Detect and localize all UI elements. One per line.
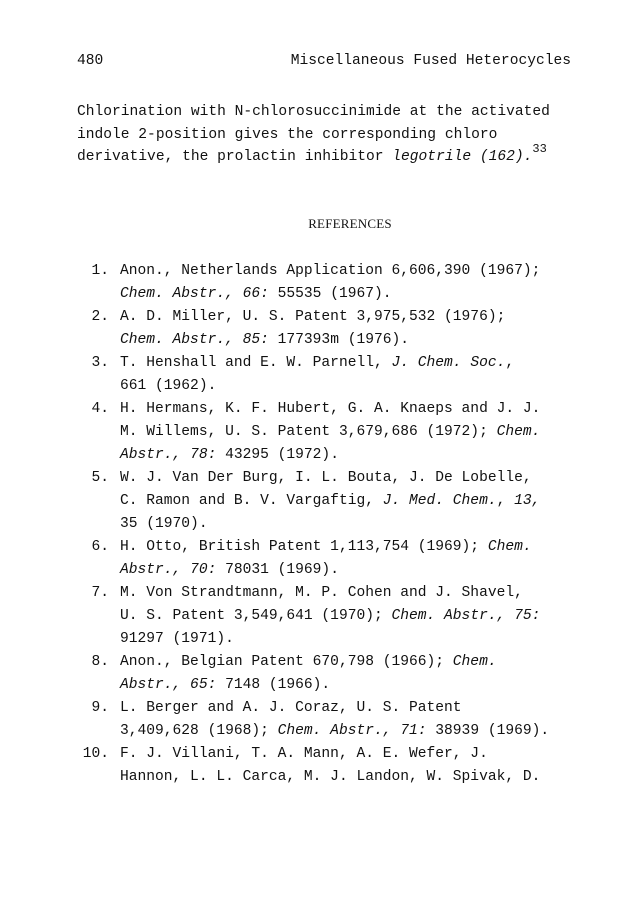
reference-entry [0, 260, 636, 306]
running-head: Miscellaneous Fused Heterocycles [290, 53, 571, 69]
citation-source: Abstr., 70: [120, 562, 217, 578]
reference-number: 10. [82, 746, 109, 762]
reference-entry [0, 398, 636, 467]
reference-text [120, 697, 462, 720]
reference-text [120, 283, 392, 306]
reference-text [120, 536, 532, 559]
references-list [0, 260, 636, 789]
citation-source: 13, [514, 493, 541, 509]
citation-text: F. J. Villani, T. A. Mann, A. E. Wefer, J. [120, 746, 488, 762]
reference-line [0, 605, 636, 628]
citation-source: J. Chem. Soc. [391, 355, 506, 371]
citation-text: L. Berger and A. J. Coraz, U. S. Patent [120, 700, 462, 716]
reference-entry [0, 306, 636, 352]
reference-line [0, 398, 636, 421]
reference-line [0, 490, 636, 513]
reference-line [0, 329, 636, 352]
reference-entry [0, 582, 636, 651]
reference-text [120, 628, 234, 651]
reference-number: 9. [91, 700, 109, 716]
citation-source: Abstr., 65: [120, 677, 217, 693]
reference-line [0, 582, 636, 605]
reference-text [120, 306, 505, 329]
reference-line [0, 352, 636, 375]
citation-source: J. Med. Chem. [382, 493, 497, 509]
citation-text: 43295 (1972). [216, 447, 339, 463]
reference-entry [0, 467, 636, 536]
citation-source: Chem. Abstr., 75: [391, 608, 541, 624]
citation-text: , [505, 355, 515, 371]
citation-text: M. Von Strandtmann, M. P. Cohen and J. Shavel, [120, 585, 523, 601]
citation-text: 35 (1970). [120, 516, 208, 532]
reference-number: 5. [91, 470, 109, 486]
citation-text: 3,409,628 (1968); [120, 723, 278, 739]
compound-name: legotrile (162). [392, 149, 533, 165]
reference-entry [0, 352, 636, 398]
reference-text [120, 651, 497, 674]
reference-text [120, 605, 540, 628]
reference-line [0, 260, 636, 283]
paragraph-text: derivative, the prolactin inhibitor [77, 149, 393, 165]
citation-text: H. Hermans, K. F. Hubert, G. A. Knaeps and J. J. [120, 401, 541, 417]
citation-text: 38939 (1969). [426, 723, 550, 739]
citation-source: Abstr., 78: [120, 447, 217, 463]
citation-text: , [496, 493, 515, 509]
reference-line [0, 283, 636, 306]
citation-text: T. Henshall and E. W. Parnell, [120, 355, 392, 371]
reference-text [120, 582, 523, 605]
reference-text [120, 421, 540, 444]
reference-text [120, 674, 330, 697]
reference-text [120, 398, 540, 421]
references-heading: REFERENCES [308, 216, 392, 231]
page-header [77, 53, 571, 73]
reference-text [120, 352, 514, 375]
citation-text: 7148 (1966). [216, 677, 331, 693]
paragraph-line [77, 142, 577, 169]
reference-line [0, 444, 636, 467]
reference-number: 7. [91, 585, 109, 601]
reference-line [0, 536, 636, 559]
citation-text: Hannon, L. L. Carca, M. J. Landon, W. Spivak, D. [120, 769, 541, 785]
reference-line [0, 467, 636, 490]
reference-line [0, 651, 636, 674]
reference-line [0, 375, 636, 398]
reference-text [120, 743, 488, 766]
reference-line [0, 766, 636, 789]
citation-source: Chem. [487, 539, 532, 555]
reference-text [120, 559, 339, 582]
paragraph-line: indole 2-position gives the corresponding chloro [77, 126, 498, 143]
citation-text: Anon., Netherlands Application 6,606,390 (1967); [120, 263, 541, 279]
reference-text [120, 260, 540, 283]
reference-text [120, 375, 216, 398]
citation-text: C. Ramon and B. V. Vargaftig, [120, 493, 383, 509]
reference-text [120, 329, 409, 352]
reference-entry [0, 743, 636, 789]
citation-source: Chem. [496, 424, 541, 440]
citation-text: W. J. Van Der Burg, I. L. Bouta, J. De Lobelle, [120, 470, 532, 486]
reference-text [120, 490, 540, 513]
reference-line [0, 697, 636, 720]
reference-line [0, 306, 636, 329]
reference-number: 3. [91, 355, 109, 371]
citation-text: U. S. Patent 3,549,641 (1970); [120, 608, 392, 624]
reference-text [120, 513, 208, 536]
reference-line [0, 513, 636, 536]
reference-text [120, 720, 549, 743]
reference-number: 8. [91, 654, 109, 670]
body-paragraph [77, 101, 577, 169]
reference-entry [0, 651, 636, 697]
reference-number: 4. [91, 401, 109, 417]
reference-text [120, 766, 540, 789]
page-number: 480 [77, 53, 104, 69]
citation-text: 177393m (1976). [268, 332, 410, 348]
reference-entry [0, 697, 636, 743]
reference-line [0, 559, 636, 582]
citation-text: H. Otto, British Patent 1,113,754 (1969); [120, 539, 488, 555]
citation-source: Chem. Abstr., 71: [277, 723, 427, 739]
reference-text [120, 444, 339, 467]
citation-text: 55535 (1967). [268, 286, 392, 302]
citation-text: 78031 (1969). [216, 562, 339, 578]
citation-text: M. Willems, U. S. Patent 3,679,686 (1972); [120, 424, 497, 440]
citation-source: Chem. [452, 654, 497, 670]
citation-source: Chem. Abstr., 85: [120, 332, 269, 348]
reference-number: 6. [91, 539, 109, 555]
citation-source: Chem. Abstr., 66: [120, 286, 269, 302]
citation-text: Anon., Belgian Patent 670,798 (1966); [120, 654, 453, 670]
citation-text: 661 (1962). [120, 378, 217, 394]
reference-number: 1. [91, 263, 109, 279]
reference-line [0, 628, 636, 651]
citation-text: A. D. Miller, U. S. Patent 3,975,532 (1976); [120, 309, 506, 325]
reference-line [0, 421, 636, 444]
reference-line [0, 674, 636, 697]
footnote-reference: 33 [532, 142, 547, 156]
reference-line [0, 720, 636, 743]
reference-entry [0, 536, 636, 582]
reference-number: 2. [91, 309, 109, 325]
citation-text: 91297 (1971). [120, 631, 234, 647]
reference-line [0, 743, 636, 766]
paragraph-line: Chlorination with N-chlorosuccinimide at the activated [77, 104, 550, 120]
reference-text [120, 467, 532, 490]
